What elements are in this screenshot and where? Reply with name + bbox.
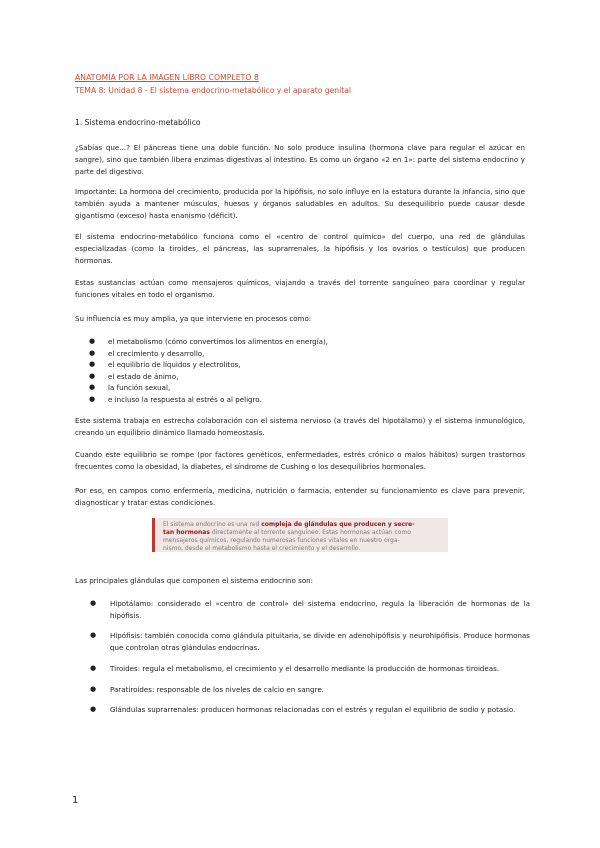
list-item: ● la función sexual, — [89, 383, 171, 393]
paragraph-sabias-que: ¿Sabías que…? El páncreas tiene una doble función. No solo produce insulina (hormona clave para regular el azúcar en sangre), sino que también libera enzimas digestivas al intestino. Es como un órgano «2 en 1»: parte del sistema endocrino y parte del digestivo. — [75, 143, 525, 176]
paragraph-glandulas-intro: Las principales glándulas que componen el sistema endocrino son: — [75, 576, 314, 585]
bullet-icon: ● — [89, 394, 96, 403]
paragraph-importante: Importante: La hormona del crecimiento, producida por la hipófisis, no solo influye en la estatura durante la infancia, sino que también ayuda a mantener músculos, huesos y órganos saludables en adultos. Su desequilibrio puede causar desde gigantismo (exceso) hasta enanismo (déficit). — [75, 187, 525, 220]
paragraph-trastornos: Cuando este equilibrio se rompe (por factores genéticos, enfermedades, estrés crónico o malos hábitos) surgen trastornos frecuentes como la obesidad, la diabetes, el síndrome de Cushing o los desequilibrios hormonales. — [75, 450, 525, 471]
bullet-icon: ● — [90, 631, 97, 640]
page-number: 1 — [72, 795, 79, 806]
bullet-icon: ● — [90, 599, 97, 607]
list-item: ● Hipotálamo: considerado el «centro de control» del sistema endocrino, regula la liberación de hormonas de la hipófisis. — [90, 599, 530, 620]
list-item: ● Tiroides: regula el metabolismo, el crecimiento y el desarrollo mediante la producción de hormonas tiroideas. — [90, 663, 500, 673]
bullet-icon: ● — [90, 663, 97, 672]
list-item: ● Paratiroides: responsable de los niveles de calcio en sangre. — [90, 684, 324, 694]
document-title: ANATOMÍA POR LA IMAGEN LIBRO COMPLETO 8 — [75, 73, 259, 82]
list-item: ● el estado de ánimo, — [89, 371, 179, 381]
gland-list — [75, 598, 530, 716]
embedded-image-note: El sistema endocrino es una red compleja de glándulas que producen y secre- tan hormonas directamente al torrente sanguíneo. Estas hormonas actúan como mensajeros químicos, regulando numerosas funciones vitales en nuestro orga- nismo, desde el metabolismo hasta el crecimiento y el desarrollo. — [152, 518, 448, 552]
paragraph-mensajeros: Estas sustancias actúan como mensajeros químicos, viajando a través del torrente sanguíneo para coordinar y regular funciones vitales en todo el organismo. — [75, 278, 525, 299]
paragraph-sistema-definicion: El sistema endocrino-metabólico funciona como el «centro de control químico» del cuerpo, una red de glándulas especializadas (como la tiroides, el páncreas, las suprarrenales, la hipófisis y los ovarios o testículos) que producen hormonas. — [75, 232, 525, 265]
document-subtitle: TEMA 8: Unidad 8 - El sistema endocrino-metabólico y el aparato genital — [75, 86, 351, 95]
list-item: ● e incluso la respuesta al estrés o al peligro. — [89, 394, 262, 404]
list-item: ● el metabolismo (cómo convertimos los alimentos en energía), — [89, 337, 329, 346]
bullet-icon: ● — [89, 371, 96, 380]
paragraph-campos: Por eso, en campos como enfermería, medicina, nutrición o farmacia, entender su funcionamiento es clave para prevenir, diagnosticar y tratar estas condiciones. — [75, 486, 525, 507]
bullet-icon: ● — [90, 684, 97, 693]
process-list — [75, 336, 515, 406]
list-item: ● el equilibrio de líquidos y electrolitos, — [89, 360, 241, 370]
list-item: ● Glándulas suprarrenales: producen hormonas relacionadas con el estrés y regulan el equilibrio de sodio y potasio. — [90, 705, 516, 715]
bullet-icon: ● — [89, 360, 96, 369]
bullet-icon: ● — [89, 383, 96, 392]
bullet-icon: ● — [90, 705, 97, 714]
list-item: ● el crecimiento y desarrollo, — [89, 348, 205, 358]
bullet-icon: ● — [89, 337, 96, 345]
bullet-icon: ● — [89, 348, 96, 357]
list-item: ● Hipófisis: también conocida como glándula pituitaria, se divide en adenohipófisis y neurohipófisis. Produce hormonas que controlan otras glándulas endocrinas. — [90, 631, 530, 653]
paragraph-colaboracion: Este sistema trabaja en estrecha colaboración con el sistema nervioso (a través del hipotálamo) y el sistema inmunológico, creando un equilibrio dinámico llamado homeostasis. — [75, 416, 525, 437]
paragraph-influencia: Su influencia es muy amplia, ya que interviene en procesos como: — [75, 314, 312, 323]
section-heading: 1. Sistema endocrino-metabólico — [75, 118, 201, 127]
